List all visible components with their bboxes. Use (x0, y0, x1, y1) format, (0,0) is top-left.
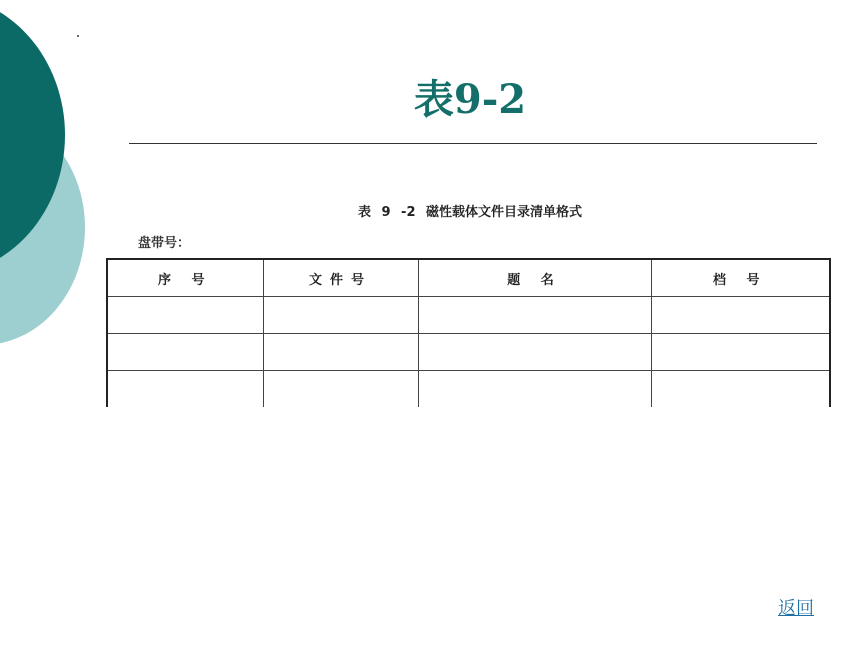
header-serial-number: 序 号 (107, 259, 263, 297)
header-file-number: 文件号 (263, 259, 418, 297)
header-archive-number: 档 号 (651, 259, 830, 297)
catalog-table (106, 258, 831, 407)
table-row (107, 297, 830, 334)
title-divider (129, 143, 817, 144)
disk-number-label: 盘带号： (138, 236, 191, 251)
table-row (107, 371, 830, 408)
table-cell (418, 297, 651, 334)
decorative-dot (77, 35, 79, 37)
slide-title: 表9-2 (413, 76, 527, 123)
return-link[interactable]: 返回 (778, 598, 814, 619)
table-cell (107, 371, 263, 408)
table-cell (418, 334, 651, 371)
table-caption: 表 9 -2 磁性载体文件目录清单格式 (357, 205, 583, 220)
table-row (107, 334, 830, 371)
table-header-row (107, 259, 830, 297)
table-cell (651, 371, 830, 408)
header-title: 题 名 (418, 259, 651, 297)
table-cell (263, 371, 418, 408)
table-cell (107, 297, 263, 334)
table-cell (651, 334, 830, 371)
table-cell (418, 371, 651, 408)
table-cell (263, 334, 418, 371)
table-cell (651, 297, 830, 334)
table-cell (263, 297, 418, 334)
table-cell (107, 334, 263, 371)
